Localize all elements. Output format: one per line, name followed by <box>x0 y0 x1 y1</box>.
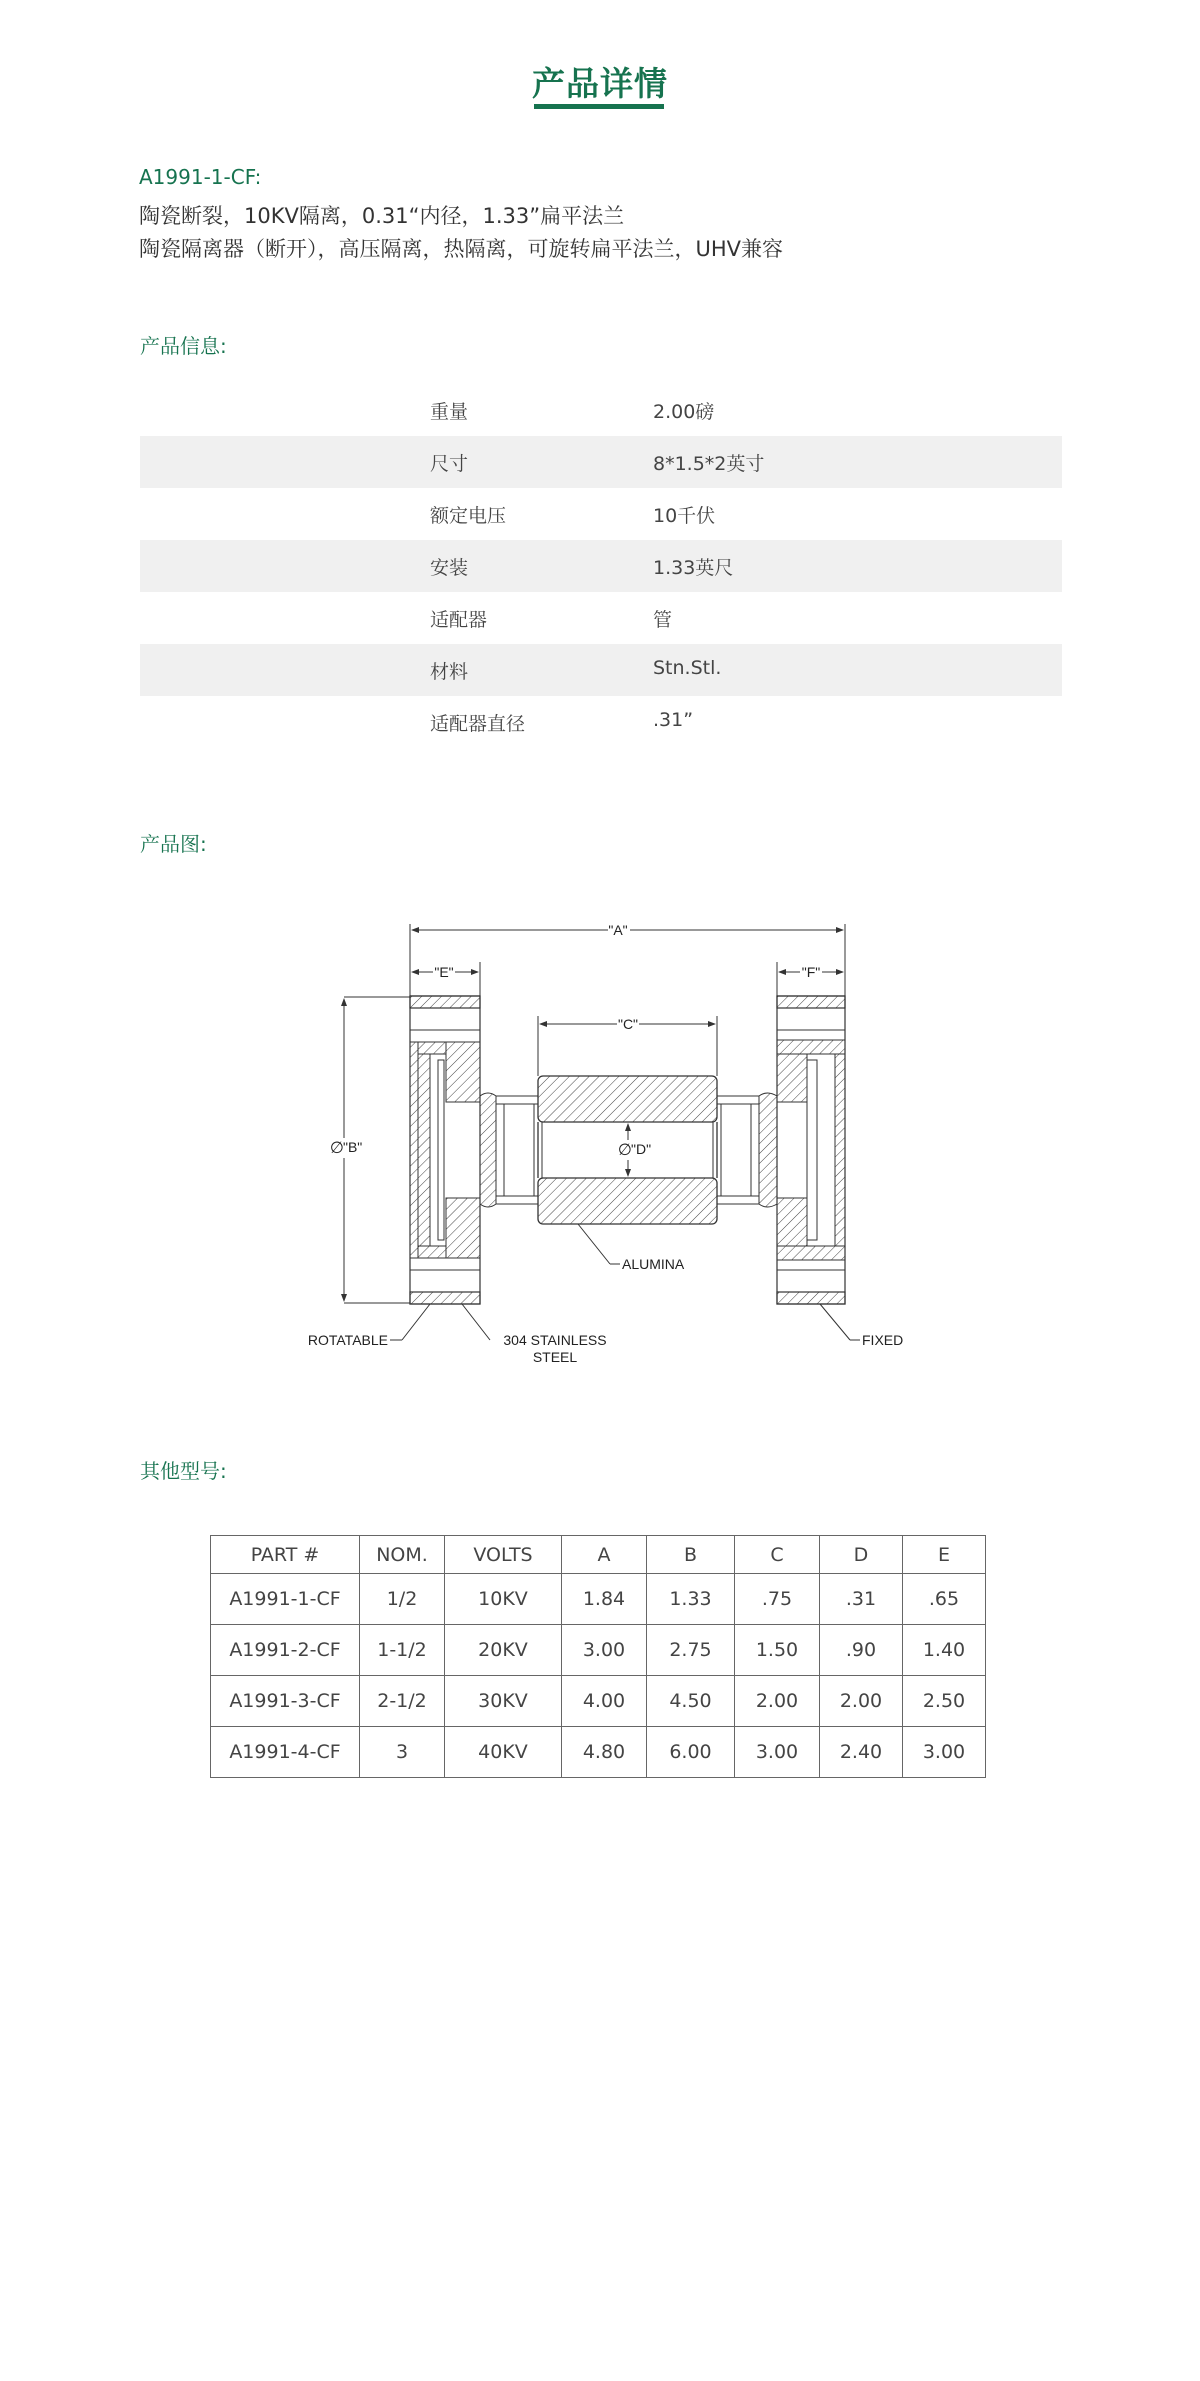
info-label: 适配器 <box>430 609 488 631</box>
info-value: 10千伏 <box>653 505 716 527</box>
table-cell: 4.50 <box>647 1676 735 1727</box>
table-cell: 2.00 <box>735 1676 820 1727</box>
info-value: .31” <box>653 709 694 731</box>
info-row-mounting <box>140 540 1062 592</box>
other-models-heading: 其他型号: <box>140 1459 227 1483</box>
info-row-voltage <box>140 488 1062 540</box>
product-drawing <box>290 900 920 1380</box>
table-cell: 1.33 <box>647 1574 735 1625</box>
info-row-size <box>140 436 1062 488</box>
column-header: B <box>647 1536 735 1574</box>
info-label: 重量 <box>430 401 469 423</box>
info-value: 8*1.5*2英寸 <box>653 453 765 475</box>
fixed-label: FIXED <box>862 1332 904 1348</box>
table-cell: 10KV <box>445 1574 562 1625</box>
table-cell: 3.00 <box>562 1625 647 1676</box>
column-header: D <box>820 1536 903 1574</box>
page-title: 产品详情 <box>532 64 668 103</box>
info-label: 额定电压 <box>430 505 507 527</box>
info-value: 2.00磅 <box>653 401 715 423</box>
column-header: NOM. <box>360 1536 445 1574</box>
model-code: A1991-1-CF: <box>139 165 262 189</box>
table-cell: 2.00 <box>820 1676 903 1727</box>
rotatable-label: ROTATABLE <box>307 1332 388 1348</box>
dim-b-label: "B" <box>343 1139 363 1155</box>
title-underline <box>534 104 664 109</box>
diameter-symbol-d: ∅ <box>618 1142 632 1159</box>
info-value: 管 <box>653 609 673 631</box>
info-value: 1.33英尺 <box>653 557 734 579</box>
info-row-weight <box>140 384 1062 436</box>
table-cell: 30KV <box>445 1676 562 1727</box>
info-label: 适配器直径 <box>430 713 526 735</box>
table-cell: .90 <box>820 1625 903 1676</box>
dim-d-label: "D" <box>631 1141 652 1157</box>
table-cell: 2.75 <box>647 1625 735 1676</box>
column-header: A <box>562 1536 647 1574</box>
table-cell: 2.50 <box>903 1676 986 1727</box>
table-cell: 2-1/2 <box>360 1676 445 1727</box>
table-cell: 1-1/2 <box>360 1625 445 1676</box>
table-cell: 20KV <box>445 1625 562 1676</box>
table-cell: A1991-3-CF <box>211 1676 360 1727</box>
table-cell: .75 <box>735 1574 820 1625</box>
table-cell: 1/2 <box>360 1574 445 1625</box>
table-cell: .31 <box>820 1574 903 1625</box>
product-info-table <box>140 384 1062 748</box>
product-drawing-heading: 产品图: <box>140 832 207 856</box>
steel-label-line1: 304 STAINLESS <box>503 1332 607 1348</box>
table-cell: 3 <box>360 1727 445 1778</box>
info-value: Stn.Stl. <box>653 657 722 679</box>
column-header: E <box>903 1536 986 1574</box>
table-cell: 4.80 <box>562 1727 647 1778</box>
steel-label-line2: STEEL <box>532 1349 578 1365</box>
table-cell: .65 <box>903 1574 986 1625</box>
table-cell: 2.40 <box>820 1727 903 1778</box>
column-header: C <box>735 1536 820 1574</box>
table-row <box>211 1727 986 1778</box>
table-cell: 6.00 <box>647 1727 735 1778</box>
alumina-label: ALUMINA <box>622 1256 685 1272</box>
info-label: 安装 <box>430 557 469 579</box>
info-label: 材料 <box>430 661 469 683</box>
dim-e-label: "E" <box>434 964 454 980</box>
table-cell: 1.50 <box>735 1625 820 1676</box>
table-cell: 4.00 <box>562 1676 647 1727</box>
table-row <box>211 1625 986 1676</box>
table-cell: A1991-4-CF <box>211 1727 360 1778</box>
description-line-2: 陶瓷隔离器（断开），高压隔离，热隔离，可旋转扁平法兰，UHV兼容 <box>139 237 784 261</box>
info-row-material <box>140 644 1062 696</box>
table-row <box>211 1574 986 1625</box>
info-row-adapter <box>140 592 1062 644</box>
diameter-symbol: ∅ <box>330 1140 344 1157</box>
table-header-row <box>211 1536 986 1574</box>
info-label: 尺寸 <box>430 453 469 475</box>
product-info-heading: 产品信息: <box>140 334 227 358</box>
table-cell: A1991-1-CF <box>211 1574 360 1625</box>
table-row <box>211 1676 986 1727</box>
table-cell: 3.00 <box>903 1727 986 1778</box>
dim-c-label: "C" <box>617 1016 639 1032</box>
dim-a-label: "A" <box>608 922 628 938</box>
table-cell: 40KV <box>445 1727 562 1778</box>
other-models-table <box>210 1535 986 1778</box>
column-header: VOLTS <box>445 1536 562 1574</box>
table-cell: 1.40 <box>903 1625 986 1676</box>
dim-f-label: "F" <box>801 964 821 980</box>
table-cell: A1991-2-CF <box>211 1625 360 1676</box>
info-row-adapter-diameter <box>140 696 1062 748</box>
table-cell: 3.00 <box>735 1727 820 1778</box>
description-line-1: 陶瓷断裂，10KV隔离，0.31“内径，1.33”扁平法兰 <box>139 204 625 228</box>
column-header: PART # <box>211 1536 360 1574</box>
table-cell: 1.84 <box>562 1574 647 1625</box>
